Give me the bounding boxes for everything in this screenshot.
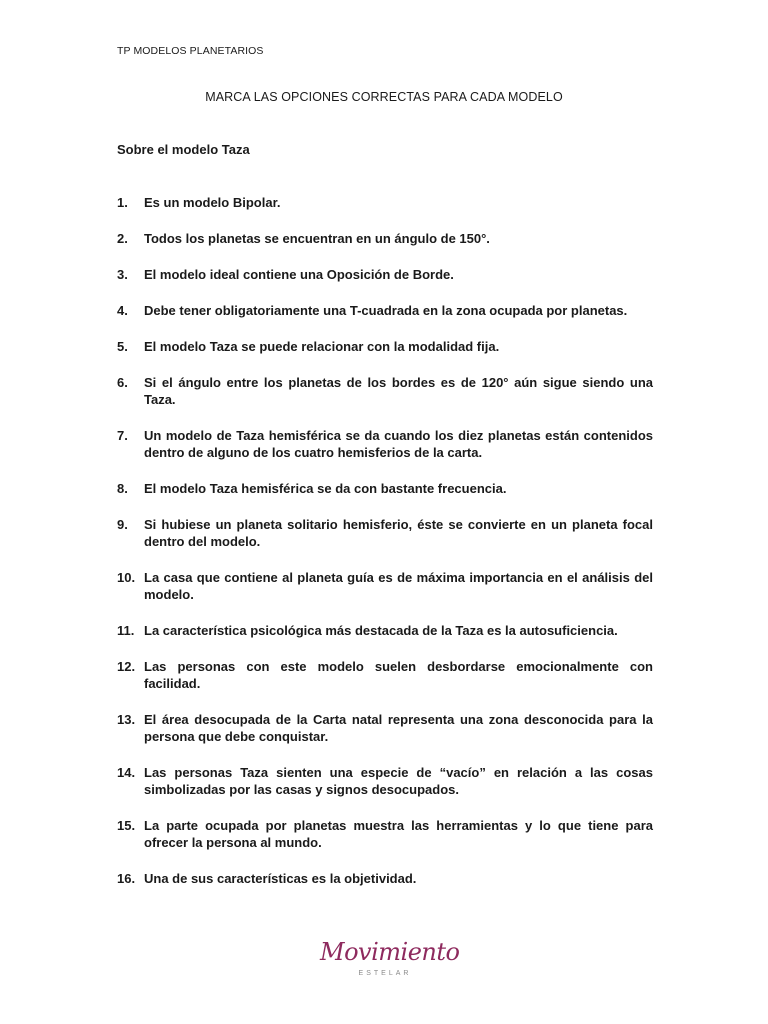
page-header: TP MODELOS PLANETARIOS xyxy=(117,45,264,57)
question-item xyxy=(117,870,653,887)
question-text: Debe tener obligatoriamente una T-cuadrada en la zona ocupada por planetas. xyxy=(144,303,628,318)
question-number: 12. xyxy=(117,659,136,674)
question-number: 13. xyxy=(117,712,136,727)
question-text: El modelo Taza hemisférica se da con bastante frecuencia. xyxy=(144,481,507,496)
question-text: La característica psicológica más destacada de la Taza es la autosuficiencia. xyxy=(144,623,618,638)
question-number: 6. xyxy=(117,375,128,390)
question-item xyxy=(117,194,653,211)
question-text: La casa que contiene al planeta guía es de máxima importancia en el análisis del modelo. xyxy=(144,570,653,602)
question-text: Si el ángulo entre los planetas de los bordes es de 120° aún sigue siendo una Taza. xyxy=(144,375,653,407)
question-item xyxy=(117,427,653,461)
question-list xyxy=(117,194,653,906)
question-item xyxy=(117,230,653,247)
brand-logo xyxy=(320,938,460,988)
question-item xyxy=(117,622,653,639)
section-title: Sobre el modelo Taza xyxy=(117,142,250,157)
question-number: 16. xyxy=(117,871,136,886)
question-number: 11. xyxy=(117,623,135,638)
question-text: Una de sus características es la objetividad. xyxy=(144,871,417,886)
question-text: El área desocupada de la Carta natal representa una zona desconocida para la persona que debe conquistar. xyxy=(144,712,653,744)
question-number: 2. xyxy=(117,231,128,246)
question-item xyxy=(117,817,653,851)
question-text: El modelo ideal contiene una Oposición de Borde. xyxy=(144,267,454,282)
question-number: 8. xyxy=(117,481,128,496)
question-number: 7. xyxy=(117,428,128,443)
page-title: MARCA LAS OPCIONES CORRECTAS PARA CADA MODELO xyxy=(205,90,563,104)
question-text: Si hubiese un planeta solitario hemisferio, éste se convierte en un planeta focal dentro del modelo. xyxy=(144,517,653,549)
question-number: 4. xyxy=(117,303,128,318)
question-text: La parte ocupada por planetas muestra las herramientas y lo que tiene para ofrecer la persona al mundo. xyxy=(144,818,653,850)
question-text: Las personas con este modelo suelen desbordarse emocionalmente con facilidad. xyxy=(144,659,653,691)
question-item xyxy=(117,266,653,283)
question-text: Todos los planetas se encuentran en un ángulo de 150°. xyxy=(144,231,490,246)
question-number: 9. xyxy=(117,517,128,532)
question-number: 1. xyxy=(117,195,128,210)
question-item xyxy=(117,516,653,550)
question-item xyxy=(117,658,653,692)
question-text: Las personas Taza sienten una especie de “vacío” en relación a las cosas simbolizadas por las casas y signos desocupados. xyxy=(144,765,653,797)
logo-subtitle: ESTELAR xyxy=(358,970,412,977)
question-item xyxy=(117,569,653,603)
question-text: El modelo Taza se puede relacionar con la modalidad fija. xyxy=(144,339,500,354)
question-item xyxy=(117,374,653,408)
question-number: 10. xyxy=(117,570,136,585)
question-item xyxy=(117,764,653,798)
question-number: 15. xyxy=(117,818,136,833)
question-item xyxy=(117,338,653,355)
question-item xyxy=(117,302,653,319)
logo-script-text: Movimiento xyxy=(320,938,460,966)
question-text: Es un modelo Bipolar. xyxy=(144,195,281,210)
question-number: 5. xyxy=(117,339,128,354)
question-number: 14. xyxy=(117,765,136,780)
question-item xyxy=(117,711,653,745)
question-number: 3. xyxy=(117,267,128,282)
question-item xyxy=(117,480,653,497)
question-text: Un modelo de Taza hemisférica se da cuando los diez planetas están contenidos dentro de alguno de los cuatro hemisferios de la carta. xyxy=(144,428,653,460)
